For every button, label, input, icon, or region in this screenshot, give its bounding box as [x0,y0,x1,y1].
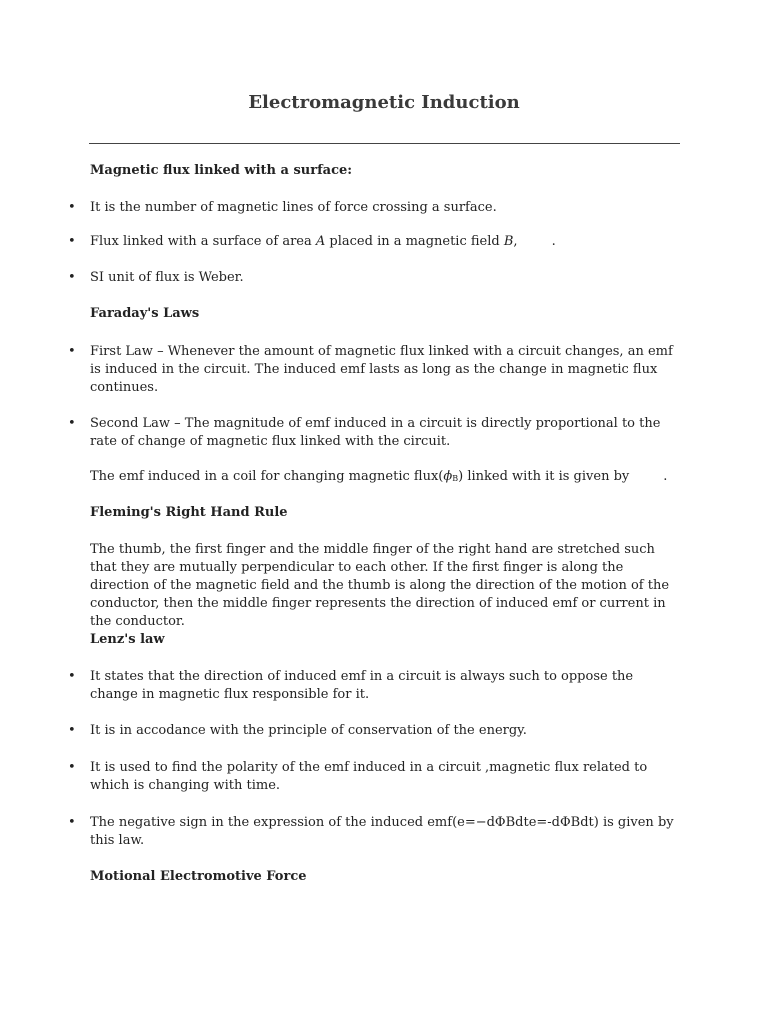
paragraph-fleming: The thumb, the first finger and the middle finger of the right hand are stretched such that they are mutually perpendicular to each other. If the first finger is along the direction of the magnetic field and the thumb is along the direction of the motion of the conductor, then the middle finger represents the direction of induced emf or current in the conductor. [90,542,670,629]
page-title: Electromagnetic Induction [248,92,520,113]
paragraph-text: The emf induced in a coil for changing magnetic flux( [90,469,444,484]
list-item [90,814,678,850]
list-item [90,415,678,451]
math-field-symbol: B [503,234,514,249]
bullet-text: The negative sign in the expression of the induced emf(e=−dΦBdte=-dΦBdt) is given by this law. [90,815,674,848]
heading-magnetic-flux: Magnetic flux linked with a surface: [90,163,353,178]
paragraph-text: . [663,469,668,484]
bullet-text: It is the number of magnetic lines of force crossing a surface. [90,200,497,215]
list-item [90,343,678,397]
bullet-text: Flux linked with a surface of area [90,234,312,249]
math-subscript: B [452,474,459,483]
bullet-text: placed in a magnetic field [329,234,500,249]
paragraph-emf [90,468,678,488]
math-phi-symbol: ϕ [443,469,453,484]
list-item [90,199,678,217]
list-item [90,269,678,287]
bullet-text: SI unit of flux is Weber. [90,270,244,285]
title-divider [89,143,680,144]
bullet-text: It states that the direction of induced emf in a circuit is always such to oppose the change in magnetic flux responsible for it. [90,669,634,702]
bullet-text: First Law – Whenever the amount of magnetic flux linked with a circuit changes, an emf is induced in the circuit. The induced emf lasts as long as the change in magnetic flux continues. [90,344,673,395]
paragraph-text: ) linked with it is given by [458,469,630,484]
bullet-text: It is in accodance with the principle of conservation of the energy. [90,723,527,738]
list-item [90,759,678,795]
bullet-text: . [551,234,556,249]
heading-flemings-rule: Fleming's Right Hand Rule [90,505,288,520]
heading-lenz-law: Lenz's law [90,632,165,647]
math-area-symbol: A [315,234,326,249]
heading-faradays-laws: Faraday's Laws [90,306,200,321]
bullet-text: Second Law – The magnitude of emf induced in a circuit is directly proportional to the rate of change of magnetic flux linked with the circuit. [90,416,661,449]
bullet-text: , [513,234,518,249]
list-item [90,233,678,251]
list-item [90,668,678,704]
heading-motional-emf: Motional Electromotive Force [90,869,307,884]
bullet-text: It is used to find the polarity of the emf induced in a circuit ,magnetic flux related to which is changing with time. [90,760,648,793]
list-item [90,722,678,740]
